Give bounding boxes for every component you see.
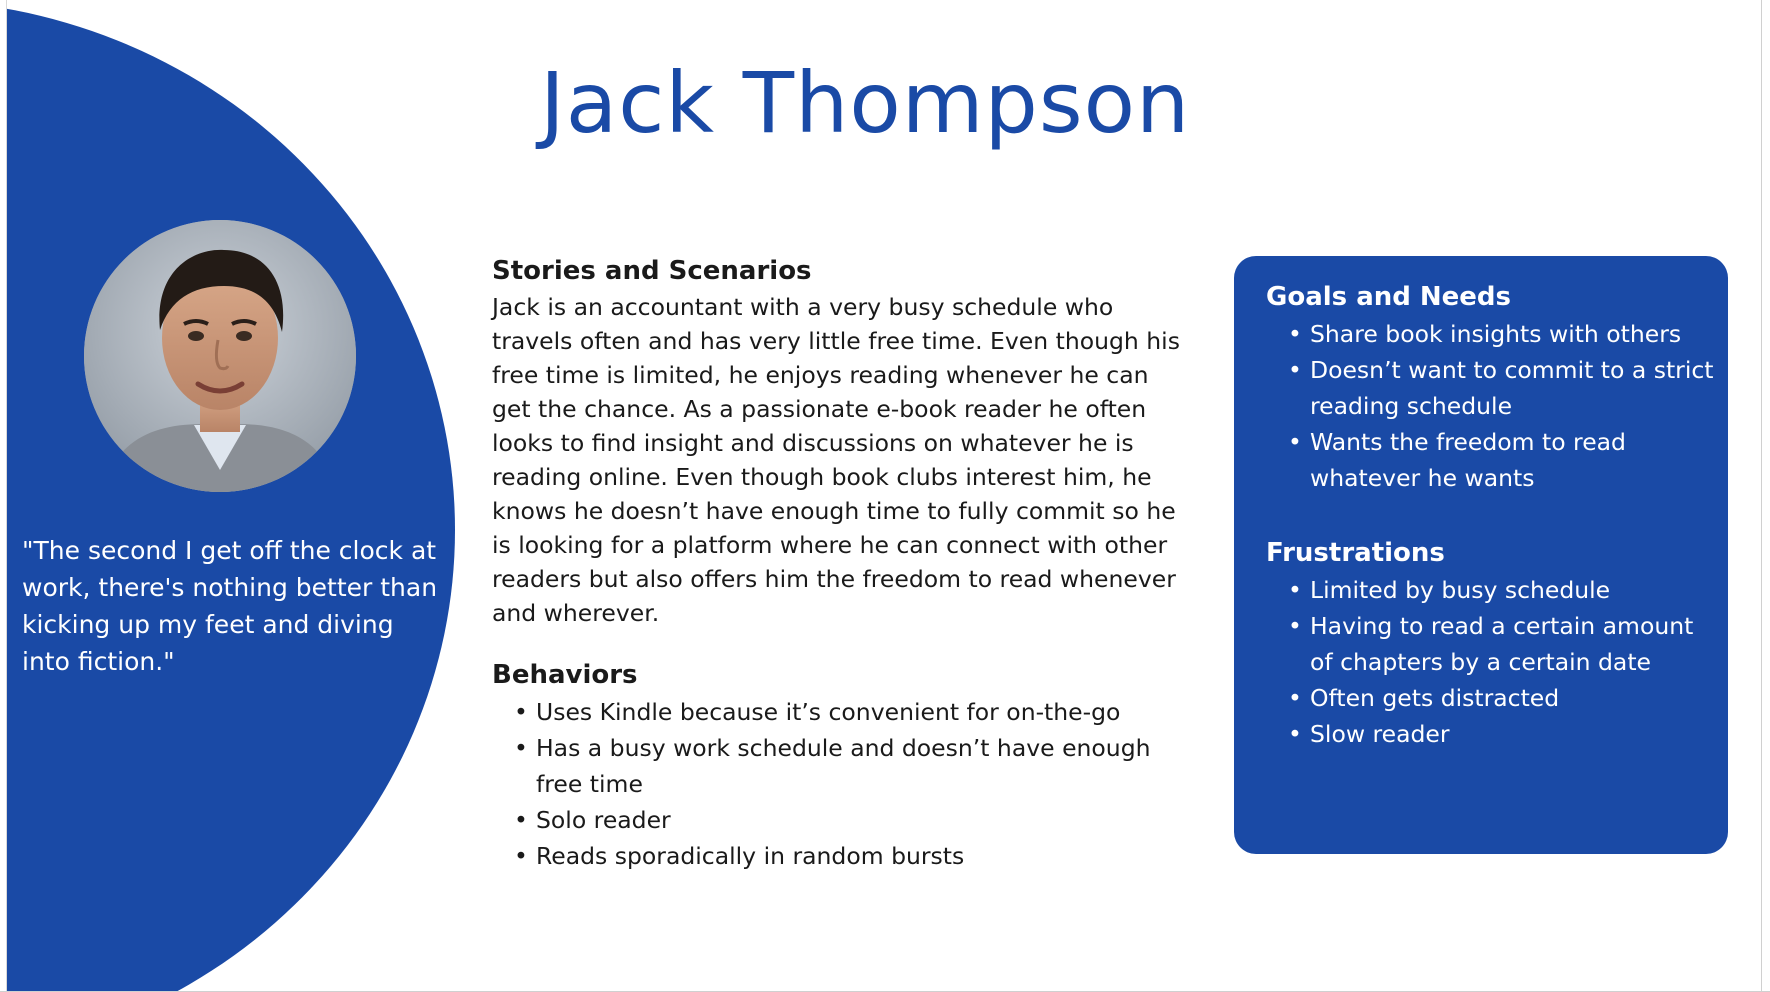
bullet-icon: • [514, 842, 528, 870]
list-item [492, 694, 1192, 730]
frustrations-section [1266, 534, 1716, 752]
bullet-icon: • [1288, 320, 1302, 348]
list-item [1266, 716, 1716, 752]
bullet-icon: • [1288, 720, 1302, 748]
goals-section [1266, 278, 1716, 496]
slide-left-border [0, 0, 7, 992]
list-item-text: Uses Kindle because it’s convenient for on-the-go [536, 698, 1121, 726]
persona-name: Jack Thompson [540, 54, 1191, 152]
list-item [1266, 608, 1716, 680]
list-item-text: Slow reader [1310, 720, 1450, 748]
goals-list [1266, 316, 1716, 496]
list-item-text: Limited by busy schedule [1310, 576, 1611, 604]
card-content [1266, 278, 1716, 752]
stories-heading: Stories and Scenarios [492, 256, 812, 286]
bullet-icon: • [514, 734, 528, 762]
frustrations-list [1266, 572, 1716, 752]
list-item-text: Solo reader [536, 806, 671, 834]
list-item [1266, 352, 1716, 424]
list-item-text: Doesn’t want to commit to a strict reading schedule [1310, 356, 1714, 420]
persona-avatar [84, 220, 356, 492]
bullet-icon: • [1288, 428, 1302, 456]
stories-paragraph: Jack is an accountant with a very busy schedule who travels often and has very little free time. Even though his free time is limited, he enjoys reading whenever he can get the chance. As a passionate e-book reader he often looks to find insight and discussions on whatever he is reading online. Even though book clubs interest him, he knows he doesn’t have enough time to fully commit so he is looking for a platform where he can connect with other readers but also offers him the freedom to read whenever and wherever. [492, 293, 1180, 627]
stories-section [492, 252, 1192, 630]
list-item [1266, 680, 1716, 716]
bullet-icon: • [1288, 576, 1302, 604]
goals-frustrations-card [1234, 256, 1728, 854]
bullet-icon: • [1288, 612, 1302, 640]
bullet-icon: • [514, 806, 528, 834]
frustrations-heading: Frustrations [1266, 538, 1445, 568]
persona-quote: "The second I get off the clock at work, there's nothing better than kicking up my feet and diving into fiction." [22, 536, 438, 676]
slide-right-border [1761, 0, 1770, 992]
list-item [1266, 316, 1716, 352]
middle-column [492, 252, 1192, 874]
list-item [492, 838, 1192, 874]
behaviors-heading: Behaviors [492, 660, 638, 690]
list-item-text: Reads sporadically in random bursts [536, 842, 965, 870]
behaviors-list [492, 694, 1192, 874]
list-item-text: Share book insights with others [1310, 320, 1682, 348]
bullet-icon: • [514, 698, 528, 726]
list-item [1266, 424, 1716, 496]
behaviors-section [492, 656, 1192, 874]
list-item-text: Wants the freedom to read whatever he wants [1310, 428, 1626, 492]
goals-heading: Goals and Needs [1266, 282, 1512, 312]
list-item-text: Has a busy work schedule and doesn’t have enough free time [536, 734, 1151, 798]
bullet-icon: • [1288, 684, 1302, 712]
list-item-text: Often gets distracted [1310, 684, 1560, 712]
list-item [492, 802, 1192, 838]
list-item-text: Having to read a certain amount of chapters by a certain date [1310, 612, 1694, 676]
list-item [1266, 572, 1716, 608]
list-item [492, 730, 1192, 802]
blue-arc-background [0, 0, 455, 992]
persona-photo [84, 220, 356, 492]
bullet-icon: • [1288, 356, 1302, 384]
